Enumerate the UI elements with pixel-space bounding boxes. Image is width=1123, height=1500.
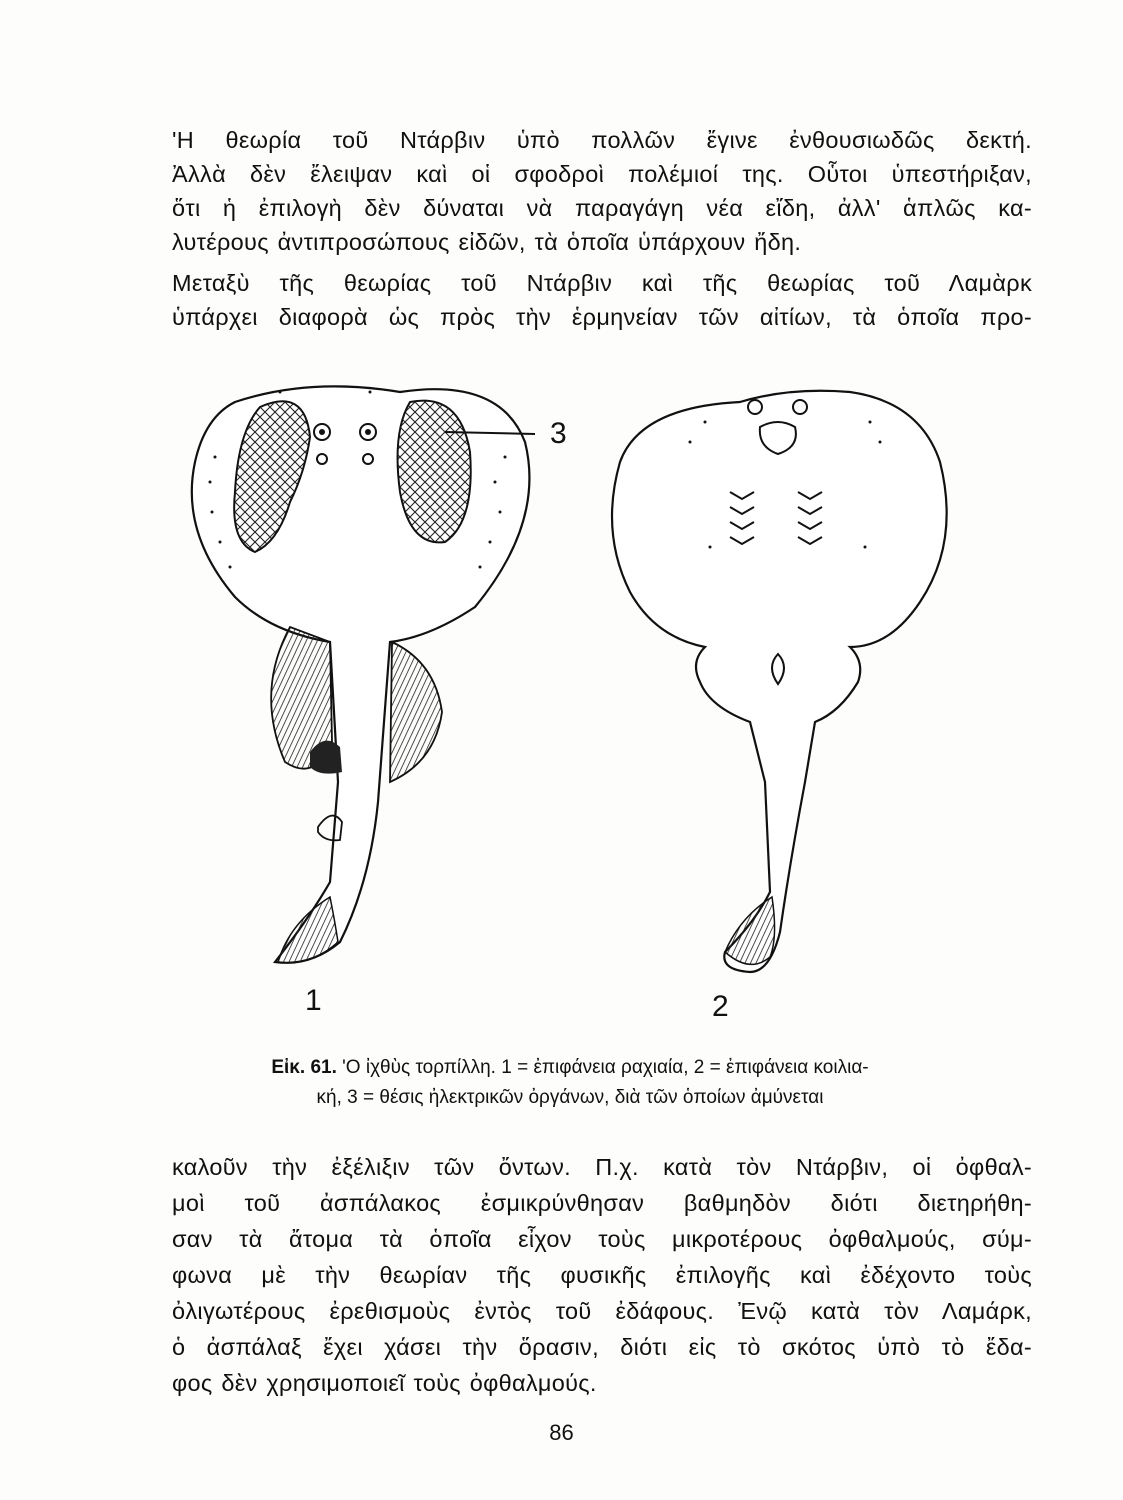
text-line: ὅτι ἡ ἐπιλογὴ δὲν δύναται νὰ παραγάγη νέα εἴδη, ἀλλ' ἁπλῶς κα-	[172, 195, 1032, 221]
figure-label-2: 2	[712, 990, 729, 1023]
torpedo-illustration	[160, 362, 1040, 1042]
ventral-view	[612, 391, 947, 972]
text-line: φος δὲν χρησιμοποιεῖ τοὺς ὀφθαλμούς.	[172, 1370, 597, 1396]
caption-text: 'Ο ἰχθὺς τορπίλλη. 1 = ἐπιφάνεια ραχιαία, 2 = ἐπιφάνεια κοιλια-	[342, 1057, 869, 1078]
text-line: ὀλιγωτέρους ἐρεθισμοὺς ἐντὸς τοῦ ἐδάφους. Ἐνῷ κατὰ τὸν Λαμάρκ,	[172, 1298, 1032, 1324]
text-line: ὑπάρχει διαφορὰ ὡς πρὸς τὴν ἑρμηνείαν τῶν αἰτίων, τὰ ὁποῖα προ-	[172, 304, 1032, 330]
figure-number: Εἰκ. 61.	[271, 1057, 337, 1078]
text-line: μοὶ τοῦ ἀσπάλακος ἐσμικρύνθησαν βαθμηδὸν διότι διετηρήθη-	[172, 1190, 1032, 1216]
text-line: καλοῦν τὴν ἐξέλιξιν τῶν ὄντων. Π.χ. κατὰ τὸν Ντάρβιν, οἱ ὀφθαλ-	[172, 1154, 1032, 1180]
text-line: 'Η θεωρία τοῦ Ντάρβιν ὑπὸ πολλῶν ἔγινε ἐνθουσιωδῶς δεκτή.	[172, 127, 1032, 153]
text-line: σαν τὰ ἄτομα τὰ ὁποῖα εἶχον τοὺς μικροτέρους ὀφθαλμούς, σύμ-	[172, 1226, 1032, 1252]
dorsal-view	[192, 386, 535, 962]
figure-caption-line-1	[160, 1054, 980, 1082]
text-line: φωνα μὲ τὴν θεωρίαν τῆς φυσικῆς ἐπιλογῆς καὶ ἐδέχοντο τοὺς	[172, 1262, 1032, 1288]
torpedo-fish-figure	[160, 362, 1040, 1042]
figure-caption-line-2: κή, 3 = θέσις ἠλεκτρικῶν ὀργάνων, διὰ τῶν ὁποίων ἀμύνεται	[316, 1087, 824, 1108]
text-line: λυτέρους ἀντιπροσώπους εἰδῶν, τὰ ὁποῖα ὑπάρχουν ἤδη.	[172, 229, 802, 255]
figure-label-1: 1	[305, 984, 322, 1017]
text-line: Ἀλλὰ δὲν ἔλειψαν καὶ οἱ σφοδροὶ πολέμιοί της. Οὗτοι ὑπεστήριξαν,	[172, 161, 1032, 187]
page-number: 86	[549, 1420, 574, 1445]
text-line: Μεταξὺ τῆς θεωρίας τοῦ Ντάρβιν καὶ τῆς θεωρίας τοῦ Λαμὰρκ	[172, 270, 1032, 296]
text-line: ὁ ἀσπάλαξ ἔχει χάσει τὴν ὅρασιν, διότι εἰς τὸ σκότος ὑπὸ τὸ ἔδα-	[172, 1334, 1032, 1360]
figure-label-3: 3	[550, 417, 567, 450]
